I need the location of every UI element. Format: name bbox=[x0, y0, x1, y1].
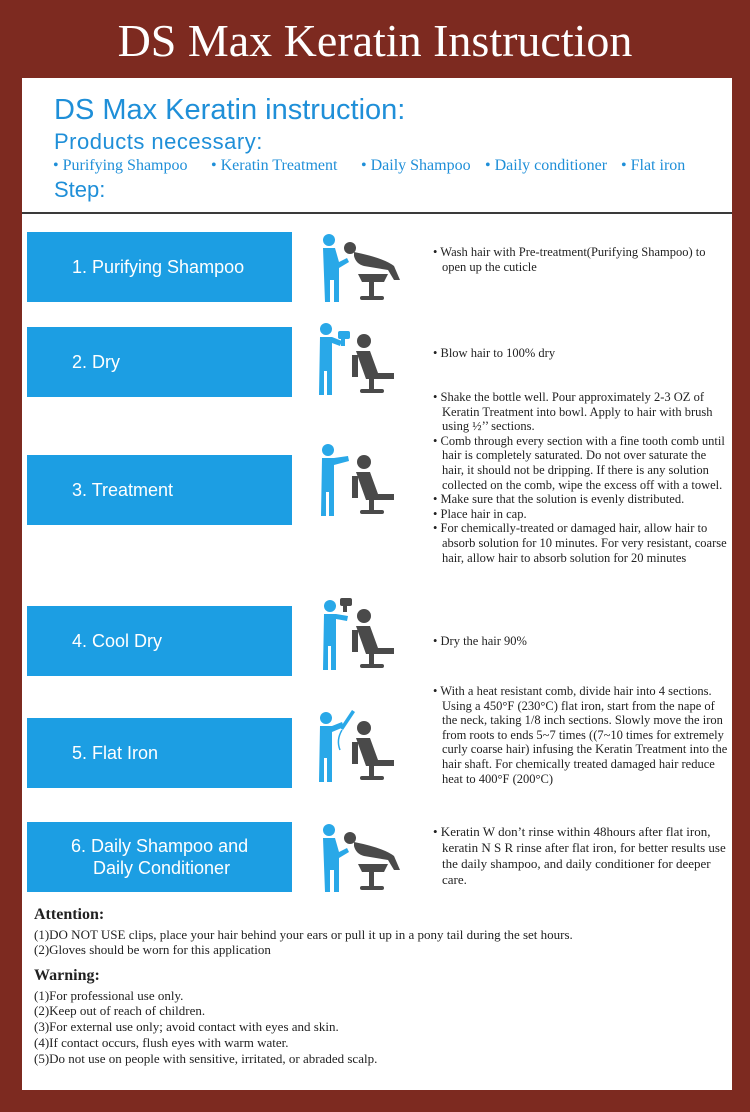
product-item: • Purifying Shampoo bbox=[53, 157, 188, 174]
step-6-bullet: • Keratin W don’t rinse within 48hours after flat iron, keratin N S R rinse after flat iron, for better results use the daily shampoo, and daily conditioner for deeper care. bbox=[433, 824, 726, 887]
step-1-desc bbox=[433, 245, 729, 274]
hair-wash-icon bbox=[314, 228, 410, 304]
banner-title: DS Max Keratin Instruction bbox=[117, 15, 633, 66]
attention-title: Attention: bbox=[34, 906, 105, 923]
hair-comb-treatment-icon bbox=[314, 442, 410, 518]
warning-line: (1)For professional use only. bbox=[34, 988, 184, 1003]
step-4-bullet: • Dry the hair 90% bbox=[433, 634, 527, 648]
step-5-desc bbox=[433, 684, 729, 786]
step-3-bullet: • Comb through every section with a fine tooth comb until hair is completely saturated. Do not over saturate the hair, it should not be dripping. If there is any solution collected on the comb, wipe the excess off with a towel. bbox=[433, 433, 725, 492]
product-item: • Flat iron bbox=[621, 157, 686, 174]
step-5-bullet: • With a heat resistant comb, divide hair into 4 sections. Using a 450°F (230°C) flat iron, start from the nape of the neck, taking 1/8 inch sections. Slowly move the iron from roots to ends 5~7 times ((7~10 times for extremely curly coarse hair) infusing the Keratin Treatment into the hair shaft. For chemically treated damaged hair reduce heat to 400°F (200°C) bbox=[433, 684, 728, 786]
hair-wash-icon bbox=[314, 818, 410, 894]
step-6-box bbox=[27, 822, 292, 892]
step-2-bullet: • Blow hair to 100% dry bbox=[433, 346, 556, 360]
step-4-desc bbox=[433, 634, 729, 649]
product-item: • Keratin Treatment bbox=[211, 157, 338, 174]
attention-line: (1)DO NOT USE clips, place your hair behind your ears or pull it up in a pony tail during the set hours. bbox=[34, 927, 573, 942]
product-item: • Daily Shampoo bbox=[361, 157, 471, 174]
step-6-label-line2: Daily Conditioner bbox=[93, 858, 231, 878]
step-label: Step: bbox=[54, 177, 106, 202]
step-6-desc bbox=[433, 824, 733, 888]
step-3-desc bbox=[433, 390, 729, 565]
warning-line: (5)Do not use on people with sensitive, irritated, or abraded scalp. bbox=[34, 1051, 378, 1066]
step-6-label-line1: 6. Daily Shampoo and bbox=[71, 836, 249, 856]
step-3-bullet: • For chemically-treated or damaged hair, allow hair to absorb solution for 10 minutes. For very resistant, coarse hair, allow hair to absorb solution for 20 minutes bbox=[433, 521, 727, 565]
warning-line: (3)For external use only; avoid contact with eyes and skin. bbox=[34, 1019, 339, 1034]
warning-line: (4)If contact occurs, flush eyes with warm water. bbox=[34, 1035, 289, 1050]
step-1-bullet: • Wash hair with Pre-treatment(Purifying Shampoo) to open up the cuticle bbox=[433, 245, 706, 274]
product-item: • Daily conditioner bbox=[485, 157, 608, 174]
step-5-box: 5. Flat Iron bbox=[27, 718, 292, 788]
products-label: Products necessary: bbox=[54, 129, 263, 154]
step-3-bullet: • Make sure that the solution is evenly distributed. bbox=[433, 492, 685, 507]
step-2-box: 2. Dry bbox=[27, 327, 292, 397]
step-3-bullet: • Place hair in cap. bbox=[433, 506, 527, 521]
header-divider bbox=[22, 212, 732, 214]
step-3-bullet: • Shake the bottle well. Pour approximately 2-3 OZ of Keratin Treatment into bowl. Apply to hair with brush using ½’’ sections. bbox=[433, 390, 713, 434]
warning-title: Warning: bbox=[34, 967, 100, 984]
instruction-sheet bbox=[22, 78, 732, 1090]
attention-line: (2)Gloves should be worn for this application bbox=[34, 942, 271, 957]
step-2-desc bbox=[433, 346, 729, 361]
cool-dry-icon bbox=[314, 596, 410, 672]
products-list bbox=[53, 157, 723, 179]
blow-dryer-icon bbox=[314, 321, 410, 397]
step-3-box: 3. Treatment bbox=[27, 455, 292, 525]
flat-iron-icon bbox=[314, 708, 410, 784]
header-title: DS Max Keratin instruction: bbox=[54, 94, 406, 126]
step-4-box: 4. Cool Dry bbox=[27, 606, 292, 676]
step-1-box: 1. Purifying Shampoo bbox=[27, 232, 292, 302]
warning-line: (2)Keep out of reach of children. bbox=[34, 1003, 206, 1018]
